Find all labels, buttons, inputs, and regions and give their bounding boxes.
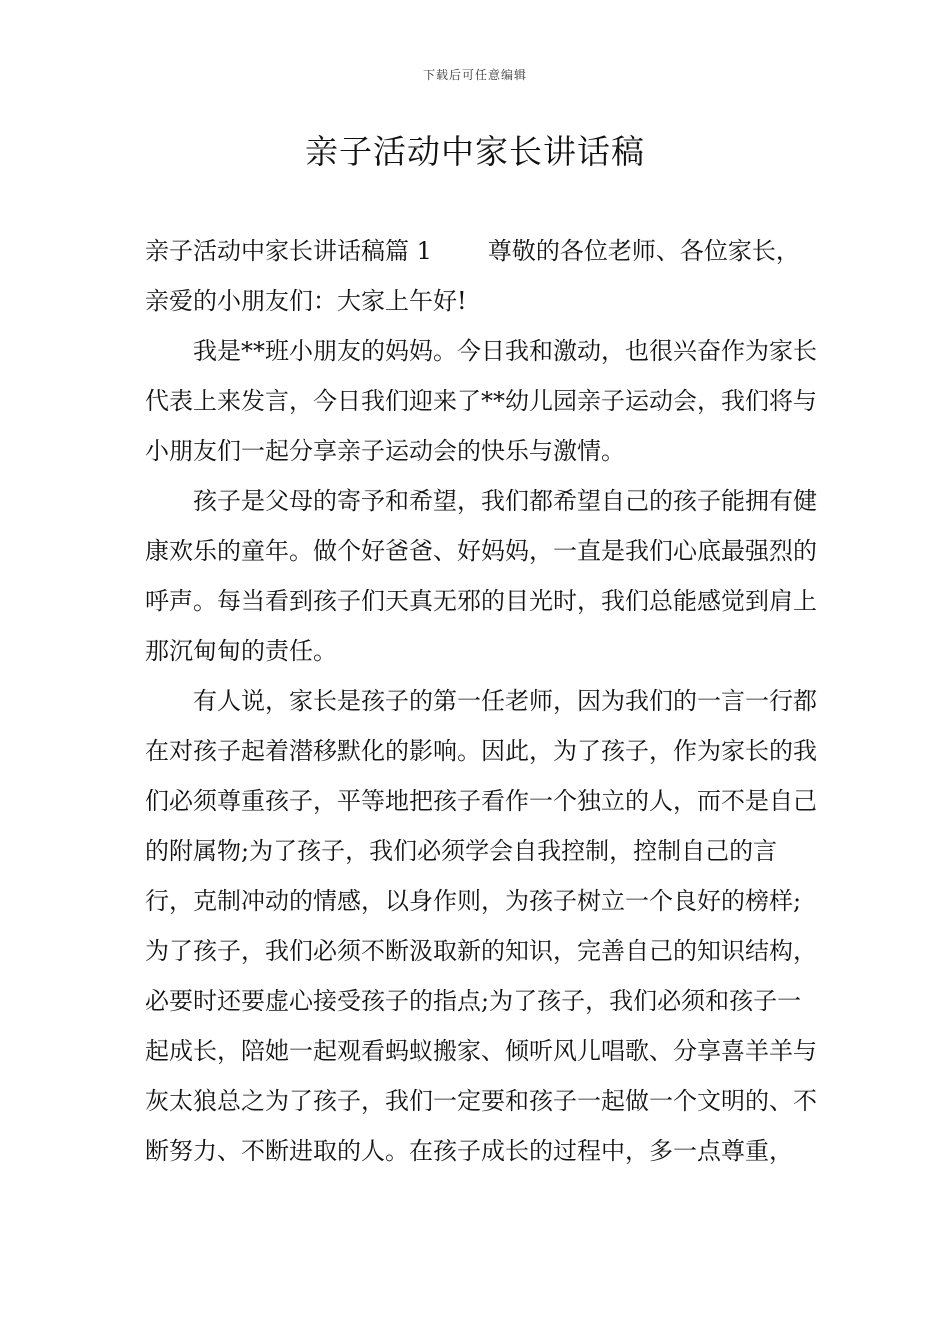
paragraph-2: 孩子是父母的寄予和希望，我们都希望自己的孩子能拥有健康欢乐的童年。做个好爸爸、好妈妈，一直是我们心底最强烈的呼声。每当看到孩子们天真无邪的目光时，我们总能感觉到肩上那沉甸甸的责任。	[145, 487, 817, 665]
paragraph-3: 有人说，家长是孩子的第一任老师，因为我们的一言一行都在对孩子起着潜移默化的影响。因此，为了孩子，作为家长的我们必须尊重孩子，平等地把孩子看作一个独立的人，而不是自己的附属物;为了孩子，我们必须学会自我控制，控制自己的言行，克制冲动的情感，以身作则，为孩子树立一个良好的榜样;为了孩子，我们必须不断汲取新的知识，完善自己的知识结构，必要时还要虚心接受孩子的指点;为了孩子，我们必须和孩子一起成长，陪她一起观看蚂蚁搬家、倾听风儿唱歌、分享喜羊羊与灰太狼总之为了孩子，我们一定要和孩子一起做一个文明的、不断努力、不断进取的人。在孩子成长的过程中，多一点尊重，	[145, 687, 817, 1165]
document-title: 亲子活动中家长讲话稿	[305, 132, 645, 171]
section-heading: 亲子活动中家长讲话稿篇 1	[145, 237, 432, 265]
opening-paragraph	[145, 226, 817, 326]
document-body	[145, 226, 817, 1176]
paragraph-1: 我是**班小朋友的妈妈。今日我和激动，也很兴奋作为家长代表上来发言，今日我们迎来了**幼儿园亲子运动会，我们将与小朋友们一起分享亲子运动会的快乐与激情。	[145, 337, 817, 465]
header-note: 下载后可任意编辑	[422, 68, 527, 82]
salutation: 尊敬的各位老师、各位家长，亲爱的小朋友们：大家上午好!	[145, 237, 800, 315]
